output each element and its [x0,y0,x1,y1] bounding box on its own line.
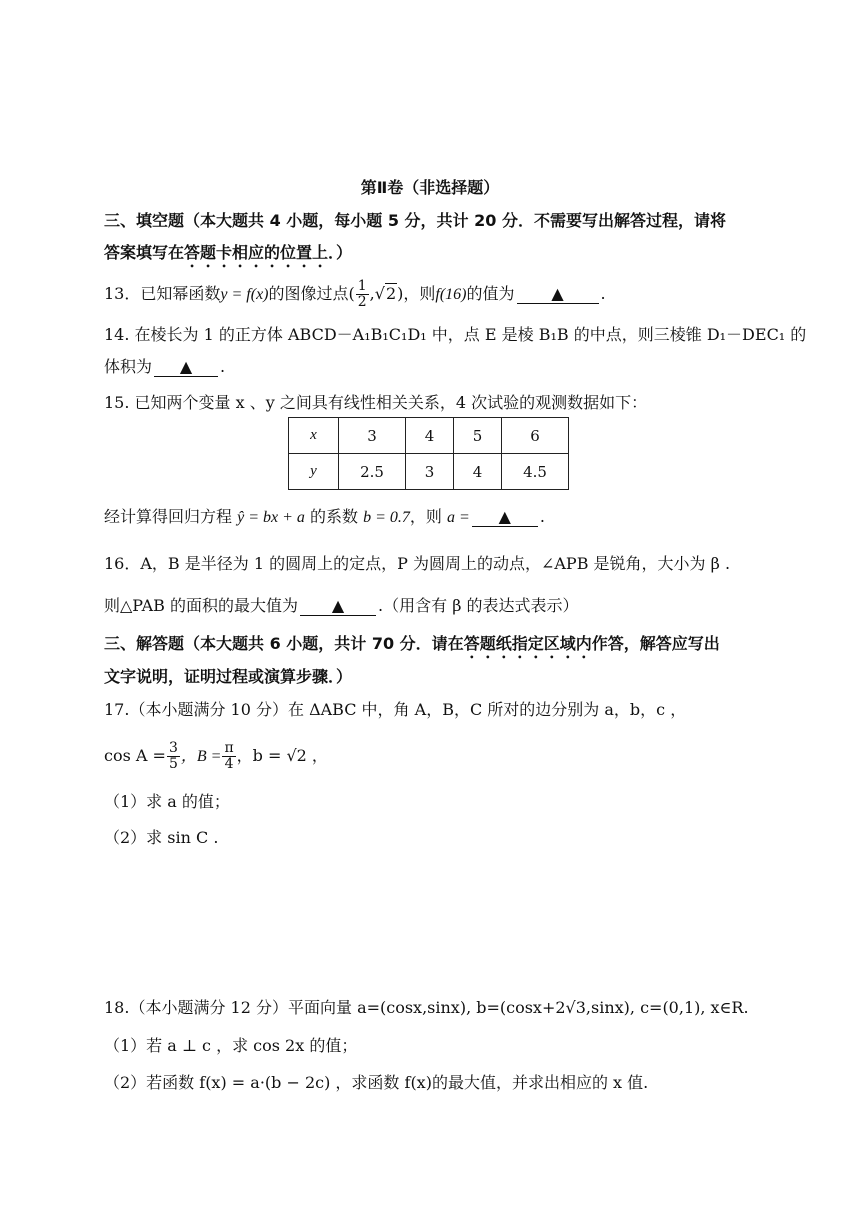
q15-equation: ŷ = bx + a [237,509,305,526]
question-15-line1: 15. 已知两个变量 x 、y 之间具有线性相关关系，4 次试验的观测数据如下： [104,393,648,412]
q16-text-a: 则△PAB 的面积的最大值为 [104,596,299,615]
fill-heading-text-b: ．） [328,243,353,262]
observation-table [288,417,569,490]
answer-section-heading-line2: 文字说明，证明过程或演算步骤．） [104,667,353,686]
table-cell: x [289,418,339,454]
question-15-line2 [104,505,545,530]
question-17-part1: （1）求 a 的值； [104,792,230,811]
q13-text-b: 的图像过点( [268,284,355,303]
table-cell: 6 [502,418,569,454]
q17-cos-fraction [167,741,180,772]
question-17-line2 [104,736,328,777]
q16-text-b: .（用含有 β 的表达式表示） [378,596,579,615]
question-17-part2: （2）求 sin C . [104,828,219,847]
answer-heading-dotted: 答题纸指定区域内 [463,634,592,653]
fill-heading-text-a: 答案填写在 [104,243,185,262]
q14-text: 体积为 [104,357,153,376]
q13-func2: f(16) [435,286,467,303]
q15-coef: b = 0.7 [363,509,410,526]
q15-text-b: 的系数 [310,507,359,526]
q13-answer-blank[interactable]: ▲ [517,285,599,304]
q13-fraction [356,279,369,310]
answer-section-heading-line1 [104,632,720,662]
q15-text-c: ，则 [409,507,442,526]
q14-answer-blank[interactable]: ▲ [154,358,218,377]
q15-answer-blank[interactable]: ▲ [472,508,538,527]
q15-text-a: 经计算得回归方程 [104,507,233,526]
question-14-line2 [104,355,225,379]
q17-cos-den: 5 [168,756,178,772]
q13-sqrt: 2 [385,284,397,303]
q17-pi-fraction [222,741,235,772]
fill-heading-dotted: 答题卡相应的位置上 [184,243,329,262]
fill-section-heading-line2 [104,241,352,271]
answer-heading-text-a: 三、解答题（本大题共 6 小题，共计 70 分．请在 [104,634,464,653]
table-row-x [289,418,569,454]
q17-side-b: ，b = √2 ， [236,746,328,765]
q14-end: . [220,357,226,376]
q13-text-c: )，则 [397,284,436,303]
q13-text-d: 的值为 [466,284,515,303]
section-title: 第Ⅱ卷（非选择题） [360,178,500,197]
table-cell: 4 [406,418,454,454]
question-18-line1: 18.（本小题满分 12 分）平面向量 a=(cosx,sinx), b=(cosx+2√3,sinx), c=(0,1), x∈R. [104,998,749,1017]
table-cell: 2.5 [339,454,406,490]
table-cell: 5 [454,418,502,454]
question-16-line1: 16．A，B 是半径为 1 的圆周上的定点，P 为圆周上的动点，∠APB 是锐角，大小为 β . [104,554,731,573]
table-cell: 3 [406,454,454,490]
q17-cos-a: cos A = [104,746,166,765]
q13-end: . [600,284,606,303]
q13-func: y = f(x) [220,286,269,303]
q15-end: . [539,507,545,526]
question-18-part1: （1）若 a ⊥ c ，求 cos 2x 的值； [104,1036,358,1055]
q13-number: 13． [104,284,141,303]
answer-heading-text-b: 作答，解答应写出 [591,634,720,653]
q17-cos-num: 3 [168,740,178,756]
table-cell: 3 [339,418,406,454]
question-17-line1: 17.（本小题满分 10 分）在 ΔABC 中，角 A，B，C 所对的边分别为 a，b，c ， [104,700,687,719]
table-row-y [289,454,569,490]
table-cell: 4 [454,454,502,490]
q16-answer-blank[interactable]: ▲ [300,597,376,616]
question-18-part2: （2）若函数 f(x) = a·(b − 2c) ，求函数 f(x)的最大值，并求出相应的 x 值. [104,1073,649,1092]
question-16-line2 [104,594,579,618]
table-cell: 4.5 [502,454,569,490]
q15-var-a: a = [447,509,470,526]
q13-text-a: 已知幂函数 [140,284,221,303]
table-cell: y [289,454,339,490]
fill-section-heading-line1: 三、填空题（本大题共 4 小题，每小题 5 分，共计 20 分．不需要写出解答过程，请将 [104,211,726,230]
q13-frac-den: 2 [357,294,367,310]
q17-pi-num: π [224,740,234,756]
question-13: 13．已知幂函数y = f(x)的图像过点( $\frac{1}{2}$ ,√2)，则f(16)的值为 ▲ . [104,278,606,310]
question-14-line1: 14. 在棱长为 1 的正方体 ABCD－A₁B₁C₁D₁ 中，点 E 是棱 B₁B 的中点，则三棱锥 D₁－DEC₁ 的 [104,325,807,344]
q17-b-eq: ，B = [180,748,222,765]
q17-pi-den: 4 [224,756,234,772]
q13-frac-num: 1 [357,278,367,294]
